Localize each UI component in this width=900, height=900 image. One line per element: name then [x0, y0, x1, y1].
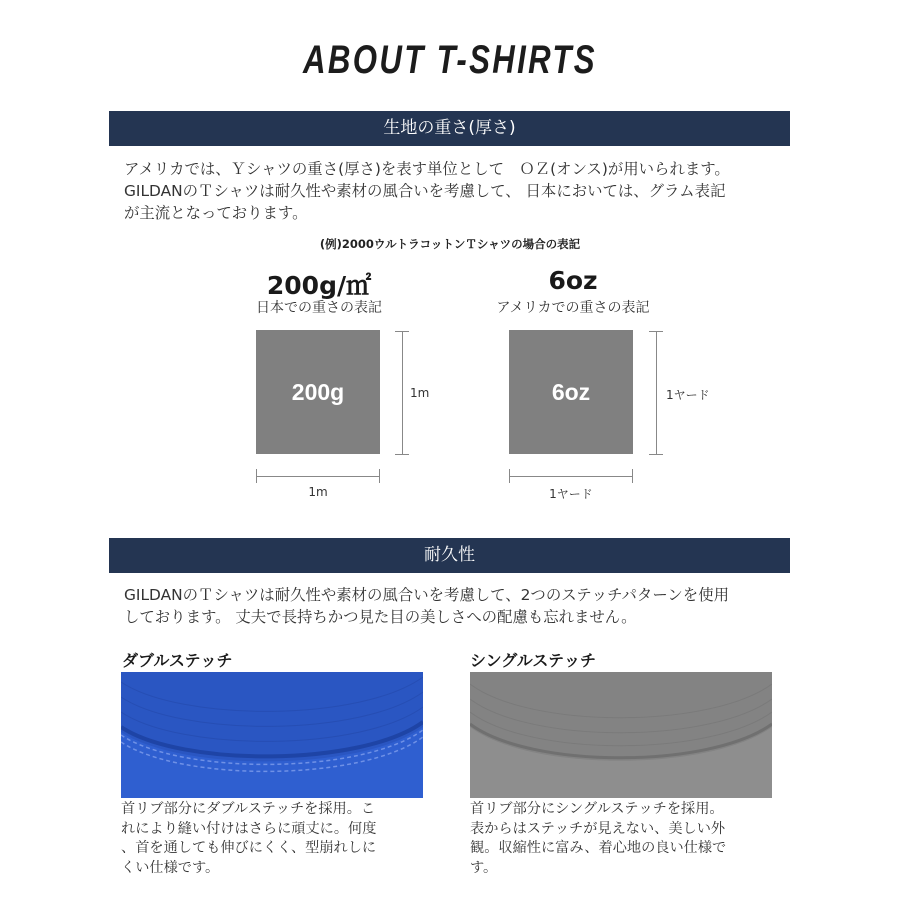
usa-weight-square: 6oz [509, 330, 633, 454]
usa-weight-caption: アメリカでの重さの表記 [496, 300, 650, 316]
usa-horizontal-dimension-line [509, 476, 633, 477]
double-stitch-photo [121, 672, 423, 798]
usa-dimension-tick [649, 331, 663, 332]
usa-weight-value: 6oz [548, 266, 598, 295]
example-title: (例)2000ウルトラコットンＴシャツの場合の表記 [319, 237, 581, 251]
japan-dimension-tick [395, 454, 409, 455]
single-stitch-heading: シングルステッチ [470, 651, 597, 670]
single-stitch-description-line: 表からはステッチが見えない、美しい外 [470, 820, 726, 837]
usa-vertical-dimension-line [656, 332, 657, 454]
durability-section-header: 耐久性 [109, 538, 790, 573]
japan-weight-square: 200g [256, 330, 380, 454]
japan-bottom-label: 1m [308, 485, 328, 499]
japan-dimension-tick [379, 469, 380, 483]
japan-weight-caption: 日本での重さの表記 [256, 300, 382, 316]
weight-description [124, 158, 784, 224]
japan-horizontal-dimension-line [256, 476, 380, 477]
weight-section-header: 生地の重さ(厚さ) [109, 111, 790, 146]
double-stitch-description-line: 、首を通しても伸びにくく、型崩れしに [121, 840, 377, 856]
double-stitch-description-line: れにより縫い付けはさらに頑丈に。何度 [121, 820, 377, 837]
single-stitch-description [470, 800, 780, 878]
japan-weight-value: 200g/㎡ [266, 271, 372, 300]
single-stitch-photo-image [470, 672, 772, 798]
single-stitch-description-line: 観。収縮性に富み、着心地の良い仕様で [470, 840, 727, 856]
usa-side-label: 1ヤード [666, 388, 710, 402]
single-stitch-description-line: す。 [470, 859, 498, 876]
durability-description-line: しております。 丈夫で長持ちかつ見た目の美しさへの配慮も忘れません。 [124, 608, 637, 626]
weight-description-line: が主流となっております。 [124, 204, 308, 222]
japan-side-label: 1m [410, 386, 430, 400]
double-stitch-description-line: 首リブ部分にダブルステッチを採用。こ [121, 801, 376, 817]
single-stitch-photo [470, 672, 772, 798]
page-title: ABOUT T-SHIRTS [303, 38, 597, 82]
durability-description-line: GILDANのＴシャツは耐久性や素材の風合いを考慮して、2つのステッチパターンを使用 [124, 586, 729, 604]
usa-dimension-tick [509, 469, 510, 483]
japan-vertical-dimension-line [402, 332, 403, 454]
usa-dimension-tick [632, 469, 633, 483]
double-stitch-heading: ダブルステッチ [122, 651, 233, 670]
usa-dimension-tick [649, 454, 663, 455]
usa-bottom-label: 1ヤード [549, 487, 593, 501]
double-stitch-description [121, 800, 431, 878]
double-stitch-description-line: くい仕様です。 [121, 859, 220, 876]
weight-description-line: GILDANのＴシャツは耐久性や素材の風合いを考慮して、 日本においては、グラム表記 [124, 182, 726, 200]
double-stitch-photo-image [121, 672, 423, 798]
japan-dimension-tick [256, 469, 257, 483]
weight-description-line: アメリカでは、Ｙシャツの重さ(厚さ)を表す単位として ＯＺ(オンス)が用いられます。 [124, 160, 730, 178]
japan-dimension-tick [395, 331, 409, 332]
durability-description [124, 584, 784, 628]
single-stitch-description-line: 首リブ部分にシングルステッチを採用。 [470, 801, 724, 817]
